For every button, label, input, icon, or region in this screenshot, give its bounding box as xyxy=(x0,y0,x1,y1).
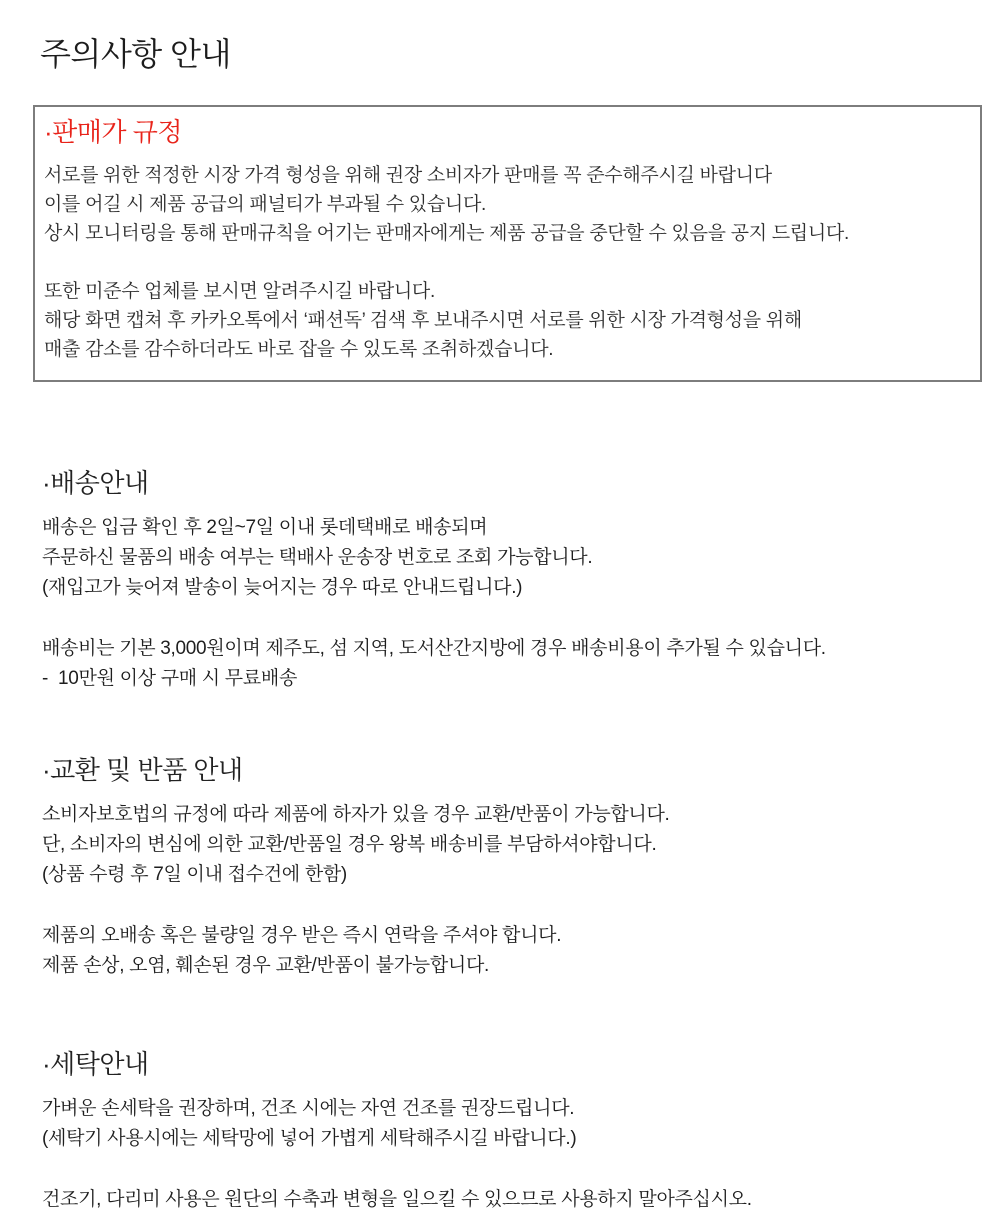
exchange-return-paragraph-1 xyxy=(42,800,980,890)
text-line: (재입고가 늦어져 발송이 늦어지는 경우 따로 안내드립니다.) xyxy=(42,577,523,598)
text-line: 매출 감소를 감수하더라도 바로 잡을 수 있도록 조취하겠습니다. xyxy=(44,339,554,360)
text-line: 또한 미준수 업체를 보시면 알려주시길 바랍니다. xyxy=(44,281,435,302)
text-line: 소비자보호법의 규정에 따라 제품에 하자가 있을 경우 교환/반품이 가능합니다. xyxy=(42,804,670,825)
text-line: (세탁기 사용시에는 세탁망에 넣어 가볍게 세탁해주시길 바랍니다.) xyxy=(42,1128,577,1149)
exchange-return-paragraph-2 xyxy=(42,921,980,981)
text-line: 배송비는 기본 3,000원이며 제주도, 섬 지역, 도서산간지방에 경우 배송비용이 추가될 수 있습니다. xyxy=(42,638,826,659)
text-line: 가벼운 손세탁을 권장하며, 건조 시에는 자연 건조를 권장드립니다. xyxy=(42,1098,575,1119)
text-line: 서로를 위한 적정한 시장 가격 형성을 위해 권장 소비자가 판매를 꼭 준수해주시길 바랍니다 xyxy=(44,165,772,186)
shipping-paragraph-2 xyxy=(42,634,980,694)
text-line: - 10만원 이상 구매 시 무료배송 xyxy=(42,668,298,689)
washing-paragraph-1 xyxy=(42,1094,980,1154)
text-line: 건조기, 다리미 사용은 원단의 수축과 변형을 일으킬 수 있으므로 사용하지 말아주십시오. xyxy=(42,1189,752,1210)
price-policy-paragraph-1 xyxy=(44,161,968,248)
exchange-return-heading: ·교환 및 반품 안내 xyxy=(42,755,243,785)
washing-paragraph-2 xyxy=(42,1185,980,1215)
text-line: (상품 수령 후 7일 이내 접수건에 한함) xyxy=(42,864,347,885)
text-line: 제품 손상, 오염, 훼손된 경우 교환/반품이 불가능합니다. xyxy=(42,955,489,976)
text-line: 단, 소비자의 변심에 의한 교환/반품일 경우 왕복 배송비를 부담하셔야합니다. xyxy=(42,834,657,855)
section-shipping xyxy=(42,466,980,694)
text-line: 배송은 입금 확인 후 2일~7일 이내 롯데택배로 배송되며 xyxy=(42,517,488,538)
text-line: 제품의 오배송 혹은 불량일 경우 받은 즉시 연락을 주셔야 합니다. xyxy=(42,925,562,946)
shipping-heading: ·배송안내 xyxy=(42,468,149,498)
price-policy-heading: ·판매가 규정 xyxy=(44,117,182,147)
shipping-paragraph-1 xyxy=(42,513,980,603)
washing-heading: ·세탁안내 xyxy=(42,1049,149,1079)
section-exchange-return xyxy=(42,753,980,981)
section-washing xyxy=(42,1047,980,1215)
text-line: 상시 모니터링을 통해 판매규칙을 어기는 판매자에게는 제품 공급을 중단할 수 있음을 공지 드립니다. xyxy=(44,223,849,244)
text-line: 주문하신 물품의 배송 여부는 택배사 운송장 번호로 조회 가능합니다. xyxy=(42,547,593,568)
page-title: 주의사항 안내 xyxy=(40,36,231,72)
price-policy-box xyxy=(33,105,982,382)
price-policy-paragraph-2 xyxy=(44,277,968,364)
text-line: 이를 어길 시 제품 공급의 패널티가 부과될 수 있습니다. xyxy=(44,194,486,215)
text-line: 해당 화면 캡쳐 후 카카오톡에서 ‘패션독’ 검색 후 보내주시면 서로를 위한 시장 가격형성을 위해 xyxy=(44,310,802,331)
